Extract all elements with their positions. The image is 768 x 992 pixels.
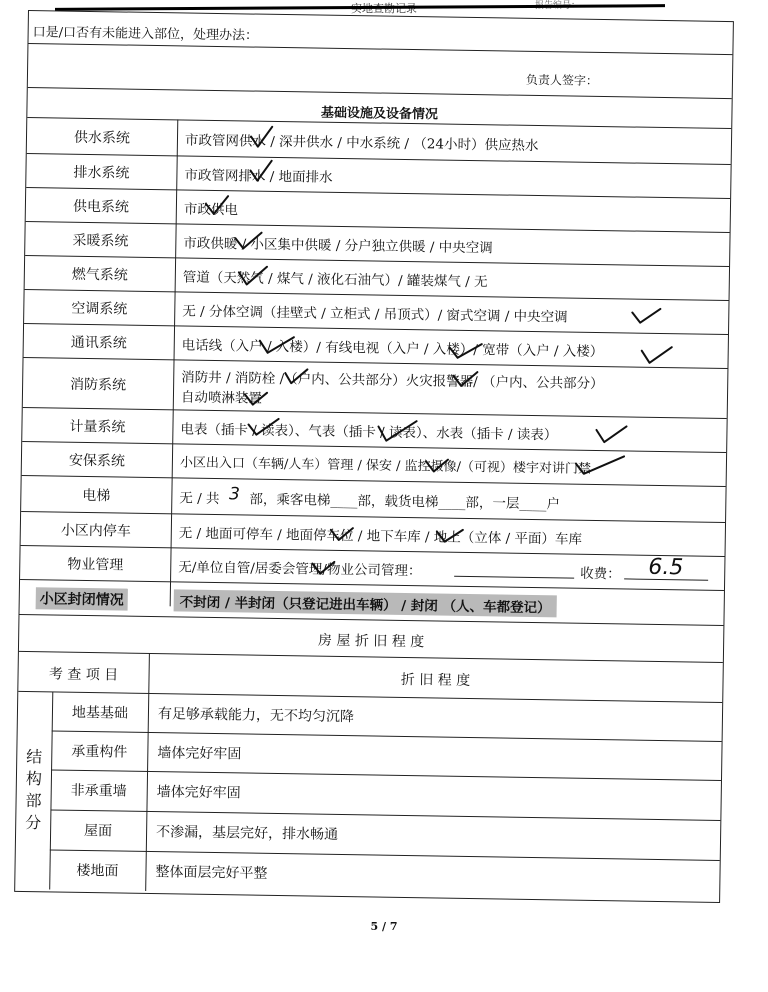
divider bbox=[28, 43, 732, 55]
row-value-fire: 消防井 / 消防栓 /（户内、公共部分）火灾报警器/ （户内、公共部分） bbox=[181, 369, 604, 393]
row-value-heating: 市政供暖 / 小区集中供暖 / 分户独立供暖 / 中央空调 bbox=[183, 235, 493, 257]
row-line bbox=[51, 769, 721, 781]
inspection-form bbox=[14, 10, 734, 903]
row-label-metering: 计量系统 bbox=[69, 418, 126, 436]
elevator-count-handwritten: 3 bbox=[228, 484, 241, 505]
row-value-fire-line2: 自动喷淋装置 bbox=[180, 389, 263, 407]
item-loadbearing: 承重构件 bbox=[71, 743, 128, 761]
group-label-structure: 结构部分 bbox=[25, 747, 43, 833]
page-number: 5 / 7 bbox=[370, 920, 398, 933]
row-value-elevator bbox=[179, 486, 560, 513]
depreciation-title: 房 屋 折 旧 程 度 bbox=[317, 632, 425, 651]
row-value-gas: 管道（天然气 / 煤气 / 液化石油气）/ 罐装煤气 / 无 bbox=[182, 269, 488, 291]
elevator-text-a: 无 / 共 bbox=[179, 490, 220, 508]
row-label-telecom: 通讯系统 bbox=[70, 334, 127, 352]
divider bbox=[18, 691, 722, 703]
checkmark bbox=[632, 309, 660, 323]
item-foundation: 地基基础 bbox=[71, 704, 129, 722]
unable-enter-note: 口是/口否有未能进入部位，处理办法： bbox=[32, 25, 259, 44]
row-label-parking: 小区内停车 bbox=[60, 522, 131, 540]
degree-nonloadbearing: 墙体完好牢固 bbox=[156, 784, 241, 802]
row-label-gas: 燃气系统 bbox=[71, 266, 128, 284]
row-line bbox=[19, 614, 723, 626]
row-value-enclosure: 不封闭 / 半封闭（只登记进出车辆） / 封闭 （人、车都登记） bbox=[174, 589, 557, 617]
row-value-power: 市政供电 bbox=[183, 201, 239, 219]
row-value-drainage: 市政管网排水 / 地面排水 bbox=[184, 167, 333, 186]
row-label-enclosure: 小区封闭情况 bbox=[36, 587, 128, 610]
item-nonloadbearing: 非承重墙 bbox=[70, 782, 127, 800]
signature-label: 负责人签字： bbox=[525, 72, 599, 88]
row-label-fire: 消防系统 bbox=[69, 376, 127, 394]
fee-label: 收费： bbox=[580, 565, 621, 583]
row-value-telecom: 电话线（入户 / 入楼）/ 有线电视（入户 / 入楼）/ 宽带（入户 / 入楼） bbox=[181, 337, 604, 361]
property-blank-line bbox=[454, 576, 574, 579]
facilities-title: 基础设施及设备情况 bbox=[320, 105, 439, 123]
row-value-security: 小区出入口（车辆/人车）管理 / 保安 / 监控摄像/（可视）楼宇对讲门禁 bbox=[179, 455, 592, 477]
row-label-security: 安保系统 bbox=[68, 452, 126, 470]
row-value-parking: 无 / 地面可停车 / 地面停车位 / 地下车库 / 地上（立体 / 平面）车库 bbox=[178, 525, 583, 548]
row-line bbox=[50, 849, 720, 861]
item-floor: 楼地面 bbox=[76, 862, 119, 880]
row-line bbox=[52, 730, 722, 742]
elevator-text-b: 部，乘客电梯____部，载货电梯____部，一层____户 bbox=[249, 491, 561, 513]
degree-roof: 不渗漏，基层完好，排水畅通 bbox=[155, 824, 339, 843]
row-line bbox=[24, 357, 728, 369]
row-label-property: 物业管理 bbox=[67, 556, 124, 574]
checkmark bbox=[642, 347, 672, 363]
row-label-elevator: 电梯 bbox=[82, 487, 111, 505]
row-value-property: 无/单位自管/居委会管理/物业公司管理： bbox=[178, 559, 422, 580]
row-value-water: 市政管网供水 / 深井供水 / 中水系统 / （24小时）供应热水 bbox=[184, 132, 539, 155]
row-label-aircon: 空调系统 bbox=[71, 300, 128, 318]
row-label-drainage: 排水系统 bbox=[73, 164, 130, 182]
degree-foundation: 有足够承载能力，无不均匀沉降 bbox=[157, 706, 355, 726]
divider bbox=[28, 87, 732, 99]
row-label-water: 供水系统 bbox=[73, 129, 131, 147]
column-header-item: 考 查 项 目 bbox=[48, 666, 119, 684]
row-line bbox=[50, 809, 720, 821]
fee-value-handwritten: 6.5 bbox=[648, 554, 684, 581]
checkmark bbox=[596, 426, 626, 442]
row-label-heating: 采暖系统 bbox=[72, 232, 129, 250]
column-header-degree: 折 旧 程 度 bbox=[400, 671, 471, 690]
column-divider bbox=[170, 119, 179, 606]
degree-floor: 整体面层完好平整 bbox=[155, 864, 268, 882]
item-roof: 屋面 bbox=[83, 822, 113, 840]
row-value-metering: 电表（插卡 / 读表）、气表（插卡 / 读表）、水表（插卡 / 读表） bbox=[180, 421, 558, 444]
row-label-power: 供电系统 bbox=[72, 198, 130, 216]
degree-loadbearing: 墙体完好牢固 bbox=[157, 745, 242, 763]
row-value-aircon: 无 / 分体空调（挂壁式 / 立柜式 / 吊顶式）/ 窗式空调 / 中央空调 bbox=[182, 303, 568, 326]
